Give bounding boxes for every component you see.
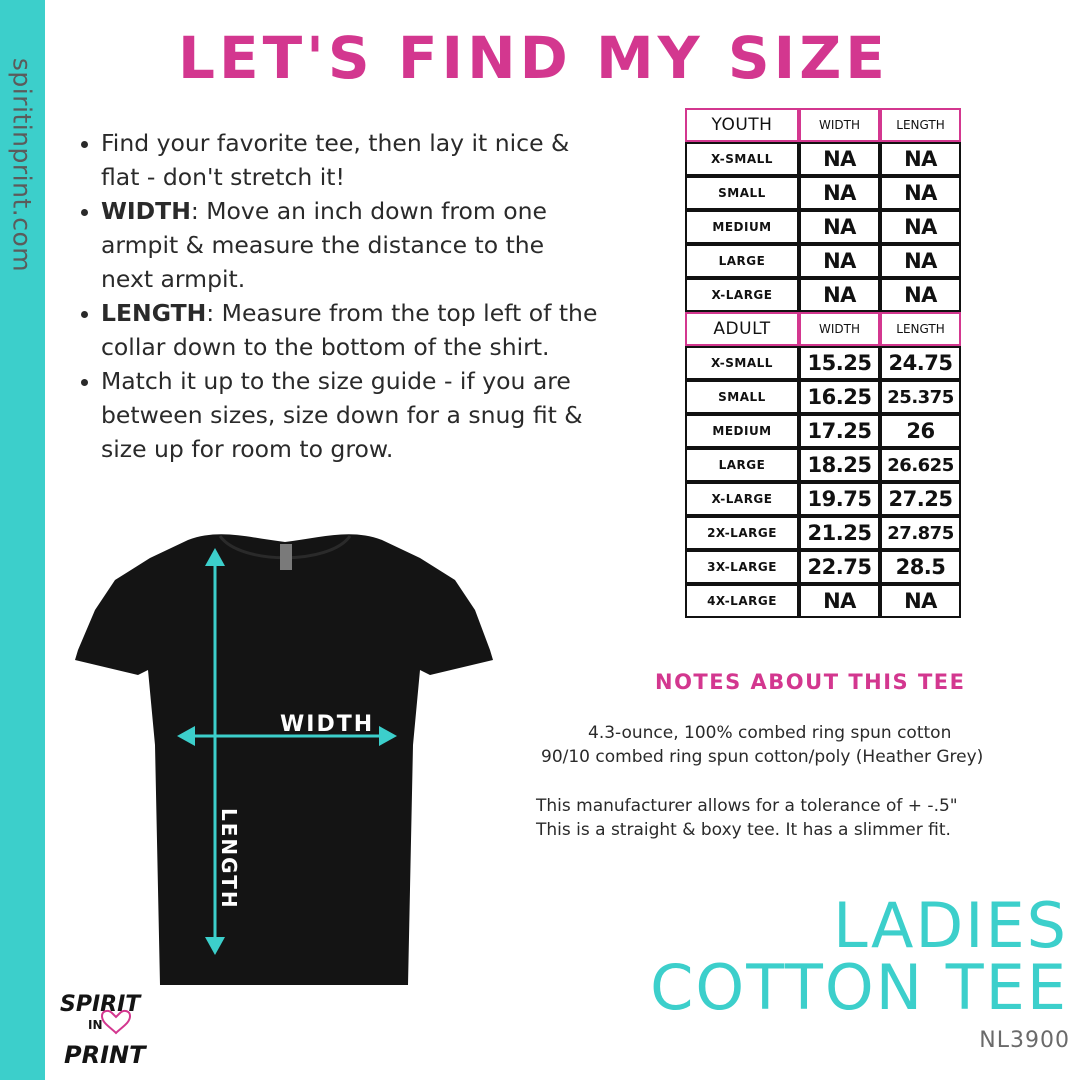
adult-column-header: WIDTH xyxy=(799,312,880,346)
size-label: X-SMALL xyxy=(685,346,799,380)
table-row xyxy=(685,278,961,312)
size-width-value: 22.75 xyxy=(799,550,880,584)
size-label: X-LARGE xyxy=(685,482,799,516)
size-label: 4X-LARGE xyxy=(685,584,799,618)
length-label: LENGTH xyxy=(217,808,241,910)
logo-line-3: PRINT xyxy=(64,1041,146,1069)
product-name-line-1: LADIES xyxy=(833,889,1068,962)
logo-line-2: IN xyxy=(88,1018,103,1032)
size-label: X-SMALL xyxy=(685,142,799,176)
size-label: MEDIUM xyxy=(685,414,799,448)
instruction-list xyxy=(70,126,600,466)
notes-fabric-1: 4.3-ounce, 100% combed ring spun cotton xyxy=(588,723,952,743)
size-length-value: NA xyxy=(880,176,961,210)
size-width-value: NA xyxy=(799,142,880,176)
table-row xyxy=(685,482,961,516)
size-length-value: NA xyxy=(880,210,961,244)
youth-column-header: LENGTH xyxy=(880,108,961,142)
size-width-value: 19.75 xyxy=(799,482,880,516)
table-row xyxy=(685,516,961,550)
product-name xyxy=(650,889,1068,1024)
adult-header-row xyxy=(685,312,961,346)
adult-group-label: ADULT xyxy=(685,312,799,346)
youth-column-header: WIDTH xyxy=(799,108,880,142)
size-length-value: NA xyxy=(880,244,961,278)
side-bar xyxy=(0,0,45,1080)
size-width-value: 21.25 xyxy=(799,516,880,550)
table-row xyxy=(685,176,961,210)
size-length-value: NA xyxy=(880,142,961,176)
notes-fabric-2: 90/10 combed ring spun cotton/poly (Heather Grey) xyxy=(541,747,984,767)
instruction-item: WIDTH: Move an inch down from one armpit & measure the distance to the next armpit. xyxy=(70,194,600,296)
table-row xyxy=(685,584,961,618)
table-row xyxy=(685,210,961,244)
website-url: spiritinprint.com xyxy=(7,57,37,273)
instruction-item: LENGTH: Measure from the top left of the collar down to the bottom of the shirt. xyxy=(70,296,600,364)
size-label: LARGE xyxy=(685,244,799,278)
size-label: 3X-LARGE xyxy=(685,550,799,584)
size-label: MEDIUM xyxy=(685,210,799,244)
size-length-value: 24.75 xyxy=(880,346,961,380)
product-sku: NL3900 xyxy=(979,1028,1070,1053)
table-row xyxy=(685,414,961,448)
size-width-value: NA xyxy=(799,278,880,312)
size-length-value: NA xyxy=(880,278,961,312)
size-width-value: 17.25 xyxy=(799,414,880,448)
size-length-value: 27.25 xyxy=(880,482,961,516)
notes-fit: This is a straight & boxy tee. It has a slimmer fit. xyxy=(536,820,951,840)
page-title: LET'S FIND MY SIZE xyxy=(178,24,889,92)
youth-group-label: YOUTH xyxy=(685,108,799,142)
size-length-value: 26.625 xyxy=(880,448,961,482)
size-length-value: 27.875 xyxy=(880,516,961,550)
tag-icon xyxy=(280,544,292,570)
size-label: X-LARGE xyxy=(685,278,799,312)
size-label: LARGE xyxy=(685,448,799,482)
width-label: WIDTH xyxy=(280,712,375,737)
size-width-value: NA xyxy=(799,176,880,210)
tee-shirt-icon xyxy=(75,534,493,985)
logo-line-1: SPIRIT xyxy=(60,992,141,1017)
product-name-line-2: COTTON TEE xyxy=(650,951,1068,1024)
brand-logo xyxy=(58,985,148,1070)
size-width-value: NA xyxy=(799,584,880,618)
size-label: SMALL xyxy=(685,380,799,414)
size-width-value: NA xyxy=(799,244,880,278)
instruction-item: Match it up to the size guide - if you are between sizes, size down for a snug fit & size up for room to grow. xyxy=(70,364,600,466)
size-width-value: 18.25 xyxy=(799,448,880,482)
table-row xyxy=(685,244,961,278)
size-width-value: 15.25 xyxy=(799,346,880,380)
table-row xyxy=(685,142,961,176)
size-label: 2X-LARGE xyxy=(685,516,799,550)
notes-title: NOTES ABOUT THIS TEE xyxy=(655,670,966,694)
table-row xyxy=(685,380,961,414)
size-chart xyxy=(685,108,961,618)
youth-header-row xyxy=(685,108,961,142)
size-width-value: NA xyxy=(799,210,880,244)
size-length-value: 25.375 xyxy=(880,380,961,414)
size-width-value: 16.25 xyxy=(799,380,880,414)
instruction-item: Find your favorite tee, then lay it nice & flat - don't stretch it! xyxy=(70,126,600,194)
tee-diagram xyxy=(70,510,500,990)
table-row xyxy=(685,550,961,584)
size-label: SMALL xyxy=(685,176,799,210)
adult-column-header: LENGTH xyxy=(880,312,961,346)
table-row xyxy=(685,346,961,380)
notes-tolerance: This manufacturer allows for a tolerance of + -.5" xyxy=(536,796,958,816)
size-length-value: NA xyxy=(880,584,961,618)
size-length-value: 26 xyxy=(880,414,961,448)
table-row xyxy=(685,448,961,482)
size-length-value: 28.5 xyxy=(880,550,961,584)
